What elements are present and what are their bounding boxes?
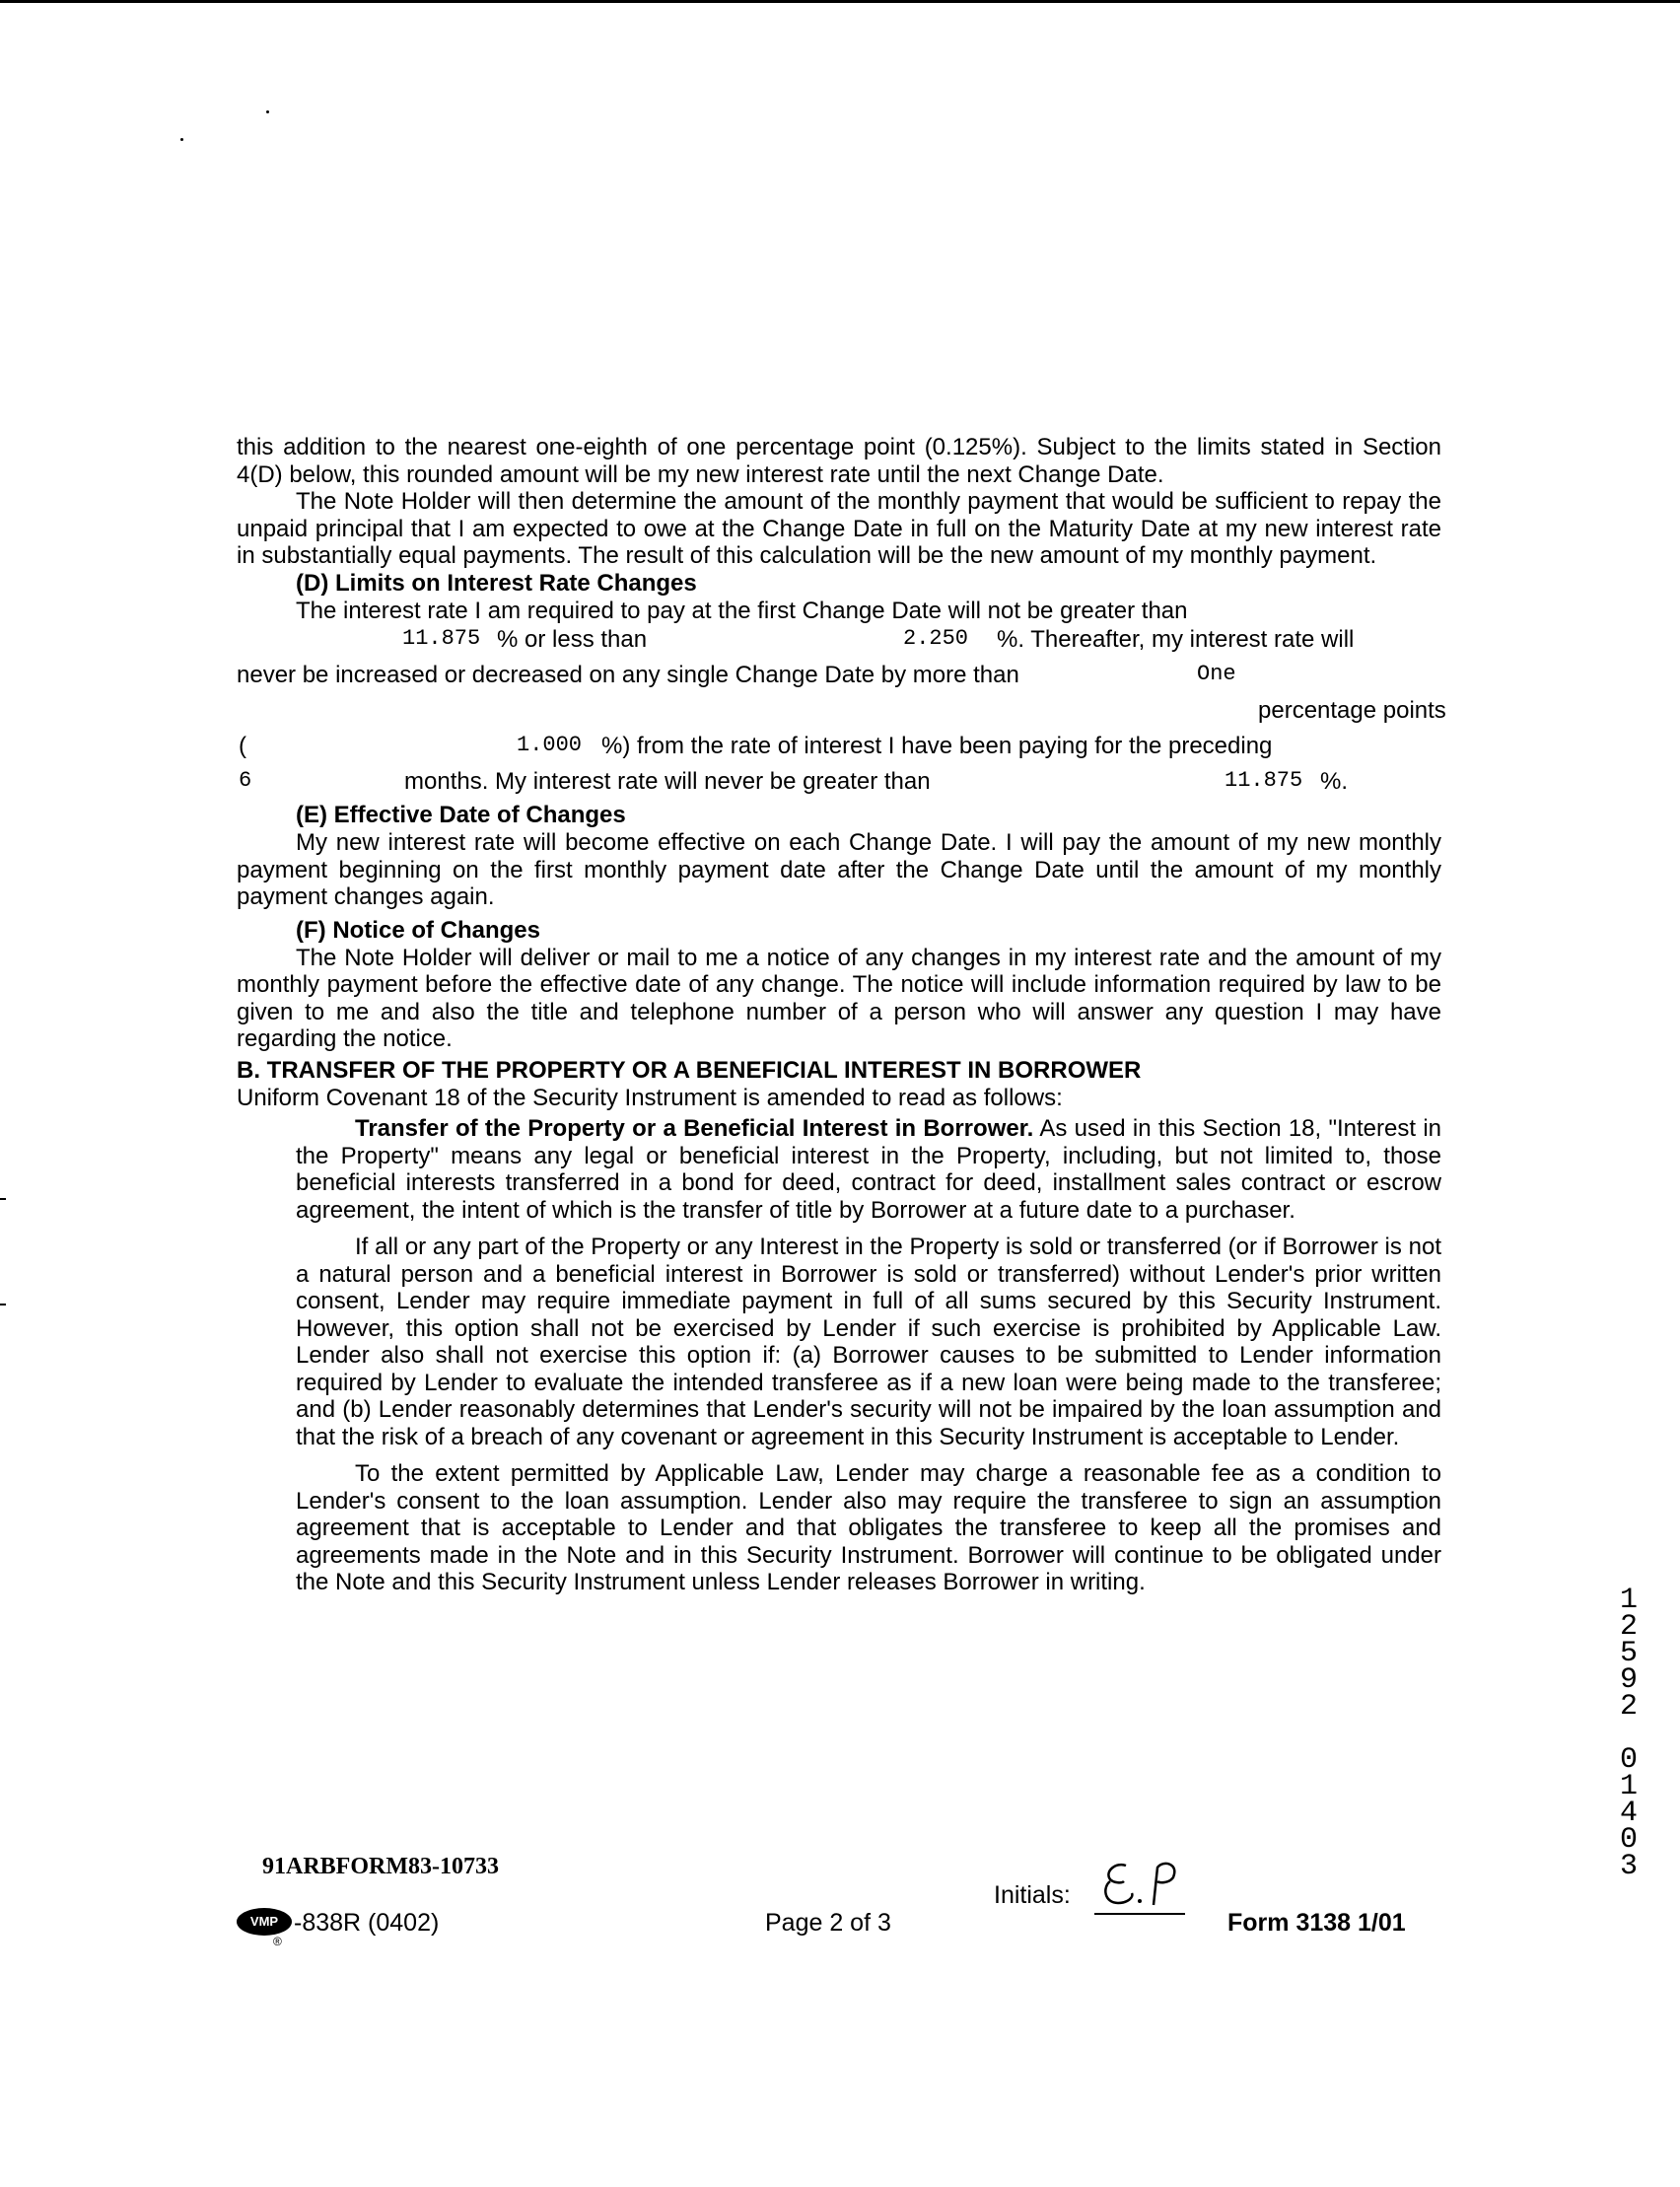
form-number: Form 3138 1/01 [1227,1909,1406,1937]
pct-or-less-label: % or less than [497,626,648,653]
quote-assumption-fee: To the extent permitted by Applicable Law, Lender may charge a reasonable fee as a condition to Lender's consent to the loan assumption. Lender also may require the transferee to sign an assumption agreement that is acceptable to Lender and that obligates the transferee to keep all the promises and agreements made in the Note and in this Security Instrument. Borrower will continue to be obligated under the Note and this Security Instrument unless Lender releases Borrower in writing. [296,1460,1441,1595]
heading-limits: (D) Limits on Interest Rate Changes [296,569,697,597]
paragraph-notice: The Note Holder will deliver or mail to me a notice of any changes in my interest rate and the amount of my monthly payment before the effective date of any change. The notice will include information required by law to be given to me and also the title and telephone number of a person who will answer any question I may have regarding the notice. [237,944,1441,1052]
pct-end: %. [1320,768,1349,795]
change-pct: 1.000 [517,733,583,757]
thereafter-label: %. Thereafter, my interest rate will [997,626,1355,653]
stamp-digit: 1 [1619,1584,1638,1617]
scan-edge-mark [0,1198,6,1200]
rate-min-first: 2.250 [903,626,969,651]
months-count: 6 [239,768,252,793]
from-rate-label: %) from the rate of interest I have been paying for the preceding [601,733,1273,759]
months-label: months. My interest rate will never be greater than [404,768,931,795]
initials-signature [1096,1854,1185,1913]
limits-fill-row-3 [237,695,1446,731]
open-paren: ( [239,733,246,759]
stamp-digit: 2 [1619,1690,1638,1724]
stamp-digit: 3 [1619,1850,1638,1883]
stamp-digit: 9 [1619,1663,1638,1697]
quote-transfer-body: As used in this Section 18, "Interest in the Property" means any legal or beneficial interest in the Property, including, but not limited to, those beneficial interests transferred in a bond for deed, contract for deed, installment sales contract or escrow agreement, the intent of which is the transfer of title by Borrower at a future date to a purchaser. [296,1115,1441,1224]
stamp-digit: 4 [1619,1797,1638,1830]
paragraph-effective-date: My new interest rate will become effective on each Change Date. I will pay the amount of my new monthly payment beginning on the first monthly payment date after the Change Date until the amount of my monthly payment changes again. [237,829,1441,910]
scan-edge-mark [0,1304,6,1305]
stamp-digit: 1 [1619,1770,1638,1803]
side-stamp-number [1612,1584,1645,1883]
document-body [237,434,1446,1596]
stamp-digit: 0 [1619,1743,1638,1777]
heading-transfer: B. TRANSFER OF THE PROPERTY OR A BENEFICIAL INTEREST IN BORROWER [237,1056,1142,1084]
limits-fill-row-5 [237,766,1441,802]
limits-fill-row-2 [237,660,1441,695]
registered-mark: ® [273,1935,282,1948]
initials-label: Initials: [994,1881,1071,1909]
paragraph-monthly-payment: The Note Holder will then determine the amount of the monthly payment that would be sufficient to repay the unpaid principal that I am expected to owe at the Change Date in full on the Maturity Date at my new interest rate in substantially equal payments. The result of this calculation will be the new amount of my monthly payment. [237,488,1441,569]
stamp-digit: 5 [1619,1637,1638,1670]
page-number: Page 2 of 3 [765,1909,891,1937]
form-id: 91ARBFORM83-10733 [262,1854,499,1879]
paragraph-covenant: Uniform Covenant 18 of the Security Instrument is amended to read as follows: [237,1084,1063,1111]
scan-speck [266,110,269,113]
stamp-digit: 0 [1619,1823,1638,1857]
scan-top-border [0,0,1680,3]
covenant-18-text [237,1115,1441,1596]
heading-notice: (F) Notice of Changes [296,916,541,944]
change-words: One [1197,662,1236,686]
initials-line [1094,1913,1185,1915]
percentage-points-label: percentage points [1258,697,1446,724]
paragraph-limits: The interest rate I am required to pay at the first Change Date will not be greater than [296,597,1188,624]
quote-transfer-title: Transfer of the Property or a Beneficial Interest in Borrower. [355,1115,1034,1142]
limits-fill-row-1 [237,624,1441,660]
form-code: -838R (0402) [294,1909,440,1937]
limits-fill-row-4 [237,731,1441,766]
heading-effective-date: (E) Effective Date of Changes [296,802,626,828]
paragraph-rounding: this addition to the nearest one-eighth of one percentage point (0.125%). Subject to the limits stated in Section 4(D) below, this rounded amount will be my new interest rate until the next Change Date. [237,434,1441,488]
never-increased-label: never be increased or decreased on any single Change Date by more than [237,662,1019,688]
vmp-logo: VMP [237,1908,292,1936]
quote-transfer-definition [296,1115,1441,1224]
rate-cap: 11.875 [1225,768,1303,793]
scan-speck [180,138,183,141]
stamp-digit: 2 [1619,1610,1638,1644]
rate-max-first: 11.875 [402,626,481,651]
quote-sale-clause: If all or any part of the Property or any Interest in the Property is sold or transferred (or if Borrower is not a natural person and a beneficial interest in Borrower is sold or transferred) without Lender's prior written consent, Lender may require immediate payment in full of all sums secured by this Security Instrument. However, this option shall not be exercised by Lender if such exercise is prohibited by Applicable Law. Lender also shall not exercise this option if: (a) Borrower causes to be submitted to Lender information required by Lender to evaluate the intended transferee as if a new loan were being made to the transferee; and (b) Lender reasonably determines that Lender's security will not be impaired by the loan assumption and that the risk of a breach of any covenant or agreement in this Security Instrument is acceptable to Lender. [296,1234,1441,1450]
